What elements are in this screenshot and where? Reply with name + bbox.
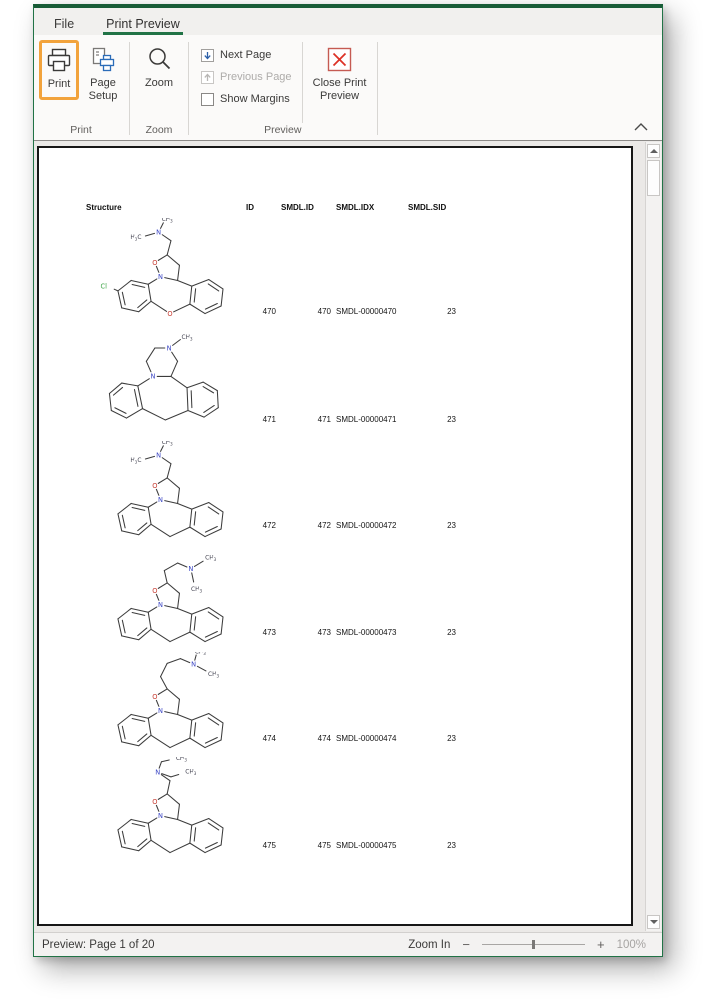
- ribbon-group-label-print: Print: [70, 124, 92, 136]
- zoom-slider[interactable]: [482, 944, 585, 945]
- zoom-button[interactable]: [134, 40, 184, 90]
- svg-text:N: N: [158, 811, 164, 820]
- cell-id: 474: [262, 734, 276, 743]
- svg-text:CH3: $CH_3$: [161, 441, 173, 447]
- ribbon-tabs: [34, 8, 662, 35]
- svg-text:N: N: [155, 768, 161, 777]
- cell-smdl-id: 472: [317, 521, 331, 530]
- svg-text:N: N: [156, 228, 162, 237]
- cell-smdl-idx: SMDL-00000471: [336, 415, 397, 424]
- svg-text:CH3: $CH_3$: [175, 757, 187, 763]
- svg-text:N: N: [158, 272, 164, 281]
- cell-smdl-idx: SMDL-00000470: [336, 307, 397, 316]
- svg-text:H3C: $H_3C$: [130, 235, 142, 242]
- print-button[interactable]: [39, 40, 79, 100]
- svg-text:CH3: $CH_3$: [205, 555, 217, 563]
- svg-text:N: N: [188, 564, 194, 573]
- scroll-down-icon: [650, 920, 658, 924]
- column-header-smdl-idx: SMDL.IDX: [336, 203, 375, 212]
- ribbon-group-label-zoom: Zoom: [145, 124, 173, 136]
- cell-id: 473: [262, 628, 276, 637]
- svg-text:O: O: [152, 258, 158, 267]
- cell-smdl-sid: 23: [447, 521, 456, 530]
- column-header-smdl-id: SMDL.ID: [281, 203, 314, 212]
- page-setup-icon: [90, 44, 116, 74]
- svg-text:CH3: $CH_3$: [194, 652, 206, 656]
- cell-smdl-id: 473: [317, 628, 331, 637]
- cell-smdl-id: 470: [317, 307, 331, 316]
- page-setup-button[interactable]: [81, 40, 125, 102]
- cell-smdl-sid: 23: [447, 307, 456, 316]
- collapse-ribbon-chevron-icon[interactable]: [634, 118, 648, 136]
- cell-smdl-sid: 23: [447, 734, 456, 743]
- svg-text:CH3: $CH_3$: [190, 586, 203, 594]
- sheet: [39, 148, 631, 924]
- svg-text:O: O: [167, 309, 173, 318]
- preview-page: [37, 146, 633, 926]
- previous-page-label: Previous Page: [220, 71, 292, 83]
- zoom-in-button[interactable]: +: [596, 937, 605, 952]
- zoom-slider-thumb[interactable]: [532, 940, 535, 949]
- svg-text:N: N: [158, 495, 164, 504]
- zoom-in-label: Zoom In: [408, 938, 451, 951]
- cell-smdl-idx: SMDL-00000473: [336, 628, 397, 637]
- cell-id: 475: [262, 841, 276, 850]
- svg-text:N: N: [191, 660, 197, 669]
- print-button-label: Print: [47, 78, 71, 90]
- cell-id: 471: [262, 415, 276, 424]
- svg-text:N: N: [158, 600, 164, 609]
- zoom-out-button[interactable]: −: [462, 937, 470, 952]
- printer-icon: [45, 45, 73, 75]
- ribbon-separator: [188, 42, 189, 135]
- print-preview-window: [33, 4, 663, 957]
- ribbon-group-preview: [190, 35, 376, 140]
- vertical-scrollbar[interactable]: [645, 142, 661, 931]
- svg-text:O: O: [152, 586, 158, 595]
- cell-smdl-sid: 23: [447, 841, 456, 850]
- show-margins-checkbox[interactable]: [201, 93, 214, 106]
- next-page-button[interactable]: [201, 47, 292, 63]
- svg-text:CH3: $CH_3$: [181, 334, 193, 342]
- ribbon: [34, 35, 662, 141]
- tab-file[interactable]: File: [54, 17, 75, 31]
- cell-smdl-idx: SMDL-00000474: [336, 734, 397, 743]
- page-indicator: Preview: Page 1 of 20: [42, 938, 155, 951]
- ribbon-separator: [377, 42, 378, 135]
- ribbon-separator: [302, 42, 303, 123]
- scrollbar-thumb[interactable]: [647, 160, 660, 196]
- ribbon-group-label-preview: Preview: [264, 124, 302, 136]
- page-setup-button-label: Page Setup: [88, 77, 118, 102]
- previous-page-icon: [201, 71, 214, 84]
- zoom-button-label: Zoom: [144, 77, 174, 89]
- cell-smdl-id: 474: [317, 734, 331, 743]
- previous-page-button: [201, 69, 292, 85]
- cell-smdl-idx: SMDL-00000475: [336, 841, 397, 850]
- show-margins-label: Show Margins: [220, 93, 290, 105]
- next-page-label: Next Page: [220, 49, 272, 61]
- column-header-id: ID: [246, 203, 254, 212]
- cell-smdl-idx: SMDL-00000472: [336, 521, 397, 530]
- close-icon: [327, 44, 352, 74]
- svg-text:H3C: $H_3C$: [130, 458, 142, 465]
- svg-text:N: N: [150, 372, 156, 381]
- column-header-structure: Structure: [86, 203, 122, 212]
- svg-text:N: N: [156, 451, 162, 460]
- cell-smdl-id: 471: [317, 415, 331, 424]
- svg-text:Cl: Cl: [100, 282, 107, 291]
- structure-drawing: [94, 441, 246, 552]
- status-bar: [34, 932, 662, 956]
- svg-text:CH3: $CH_3$: [161, 218, 173, 224]
- structure-drawing: [94, 652, 246, 763]
- svg-text:O: O: [152, 797, 158, 806]
- ribbon-separator: [129, 42, 130, 135]
- preview-area: [34, 141, 662, 932]
- close-print-preview-label: Close Print Preview: [312, 77, 367, 102]
- svg-text:O: O: [152, 692, 158, 701]
- ribbon-group-zoom: [131, 35, 187, 140]
- cell-id: 472: [262, 521, 276, 530]
- svg-text:CH3: $CH_3$: [185, 769, 197, 776]
- show-margins-item[interactable]: [201, 91, 292, 107]
- svg-text:CH3: $CH_3$: [208, 672, 220, 679]
- svg-text:N: N: [166, 344, 172, 353]
- cell-id: 470: [262, 307, 276, 316]
- zoom-percent: 100%: [616, 938, 646, 951]
- ribbon-group-print: [34, 35, 128, 140]
- structure-drawing: [94, 757, 246, 868]
- cell-smdl-sid: 23: [447, 628, 456, 637]
- structure-drawing: [94, 546, 246, 657]
- cell-smdl-sid: 23: [447, 415, 456, 424]
- tab-print-preview[interactable]: Print Preview: [103, 12, 183, 35]
- scroll-down-button[interactable]: [647, 915, 660, 929]
- column-header-smdl-sid: SMDL.SID: [408, 203, 447, 212]
- close-print-preview-button[interactable]: [307, 40, 373, 102]
- next-page-icon: [201, 49, 214, 62]
- scroll-up-icon: [650, 149, 658, 153]
- structure-drawing: [94, 331, 246, 442]
- svg-text:N: N: [158, 706, 164, 715]
- scroll-up-button[interactable]: [647, 144, 660, 158]
- magnifier-icon: [146, 44, 173, 74]
- cell-smdl-id: 475: [317, 841, 331, 850]
- svg-text:O: O: [152, 481, 158, 490]
